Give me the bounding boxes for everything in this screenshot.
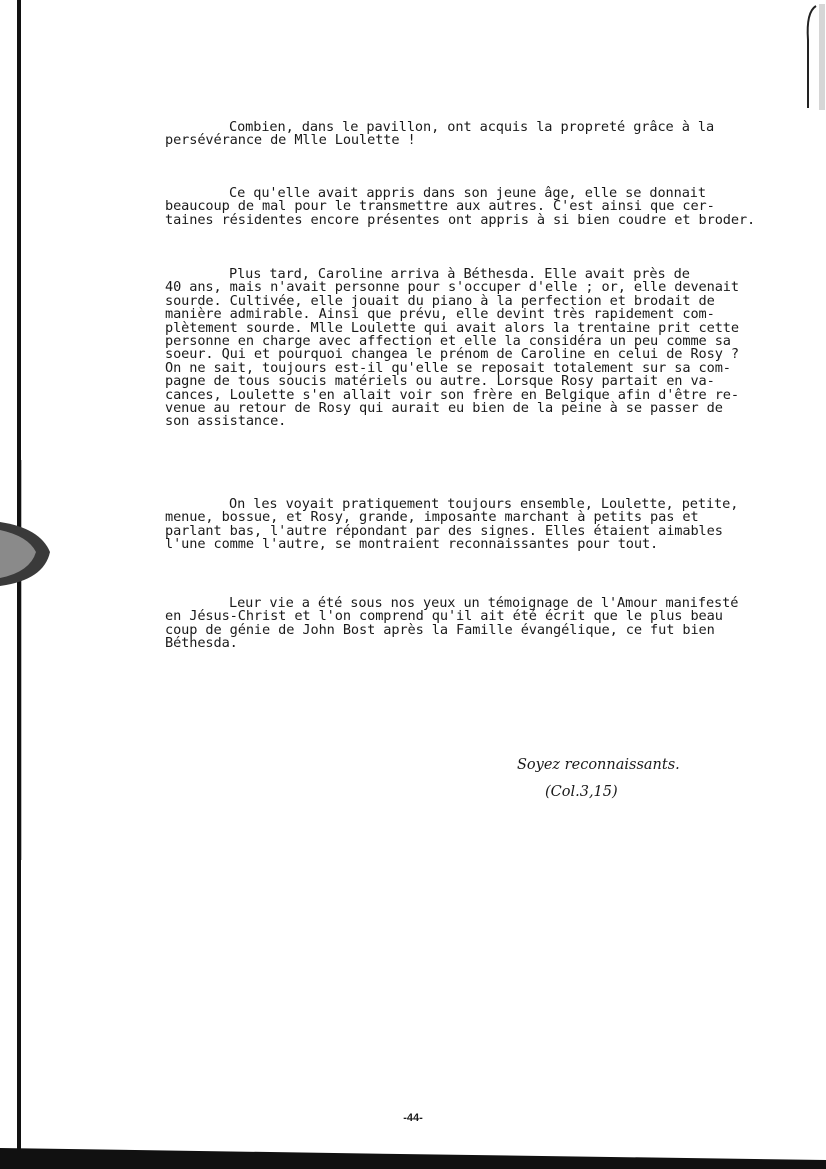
page-number: -44- — [403, 1112, 423, 1124]
paragraph-1: Combien, dans le pavillon, ont acquis la propreté grâce à la persévérance de Mlle Loulette ! — [165, 119, 715, 149]
paragraph-2: Ce qu'elle avait appris dans son jeune âge, elle se donnait beaucoup de mal pour le transmettre aux autres. C'est ainsi que cer- taines résidentes encore présentes ont appris à si bien coudre et broder. — [165, 185, 756, 228]
paragraph-5: Leur vie a été sous nos yeux un témoignage de l'Amour manifesté en Jésus-Christ et l'on comprend qu'il ait été écrit que le plus beau coup de génie de John Bost après la Famille évangélique, ce fut bien Béthesda. — [165, 595, 739, 652]
paragraph-3: Plus tard, Caroline arriva à Béthesda. Elle avait près de 40 ans, mais n'avait personne pour s'occuper d'elle ; or, elle devenait sourde. Cultivée, elle jouait du piano à la perfection et brodait de manière admirable. Ainsi que prévu, elle devint très rapidement com- plètement sourde. Mlle Loulette qui avait alors la trentaine prit cette personne en charge avec affection et elle la considéra un peu comme sa soeur. Qui et pourquoi changea le prénom de Caroline en celui de Rosy ? On ne sait, toujours est-il qu'elle se reposait totalement sur sa com- pagne de tous soucis matériels ou autre. Lorsque Rosy partait en va- cances, Loulette s'en allait voir son frère en Belgique afin d'être re- venue au retour de Rosy qui aurait eu bien de la peine à se passer de son assistance. — [165, 266, 739, 430]
scan-bottom-edge — [0, 1138, 826, 1169]
closing-quote-text: Soyez reconnaissants. — [517, 757, 680, 773]
closing-quote-reference: (Col.3,15) — [545, 784, 618, 800]
binder-hole-shadow — [0, 520, 60, 590]
page-curl-shadow — [786, 0, 826, 110]
closing-quote — [517, 752, 680, 806]
paragraph-4: On les voyait pratiquement toujours ensemble, Loulette, petite, menue, bossue, et Rosy, grande, imposante marchant à petits pas et parlant bas, l'autre répondant par des signes. Elles étaient aimables l'une comme l'autre, se montraient reconnaissantes pour tout. — [165, 496, 739, 553]
